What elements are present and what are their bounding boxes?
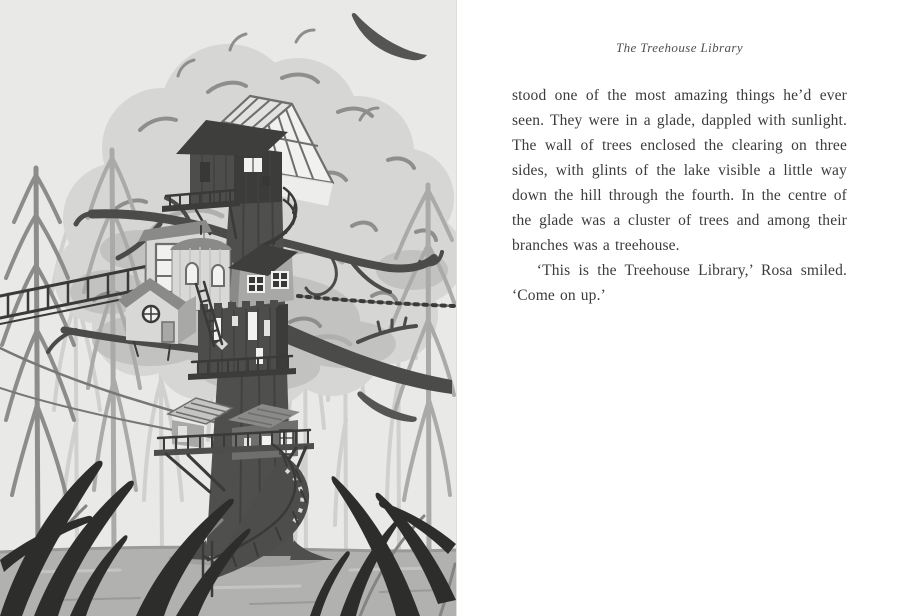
paragraph-1: stood one of the most amazing things he’d ever seen. They were in a glade, dappled with sunlight. The wall of trees enclosed the clearing on three sides, with glints of the lake visible a little way down the hill through the fourth. In the centre of the glade was a cluster of trees and among their branches was a treehouse.: [512, 87, 847, 254]
body-text: [512, 83, 847, 308]
paragraph-2: ‘This is the Treehouse Library,’ Rosa smiled. ‘Come on up.’: [512, 262, 847, 304]
text-page: [457, 0, 900, 616]
running-header: The Treehouse Library: [615, 40, 744, 55]
